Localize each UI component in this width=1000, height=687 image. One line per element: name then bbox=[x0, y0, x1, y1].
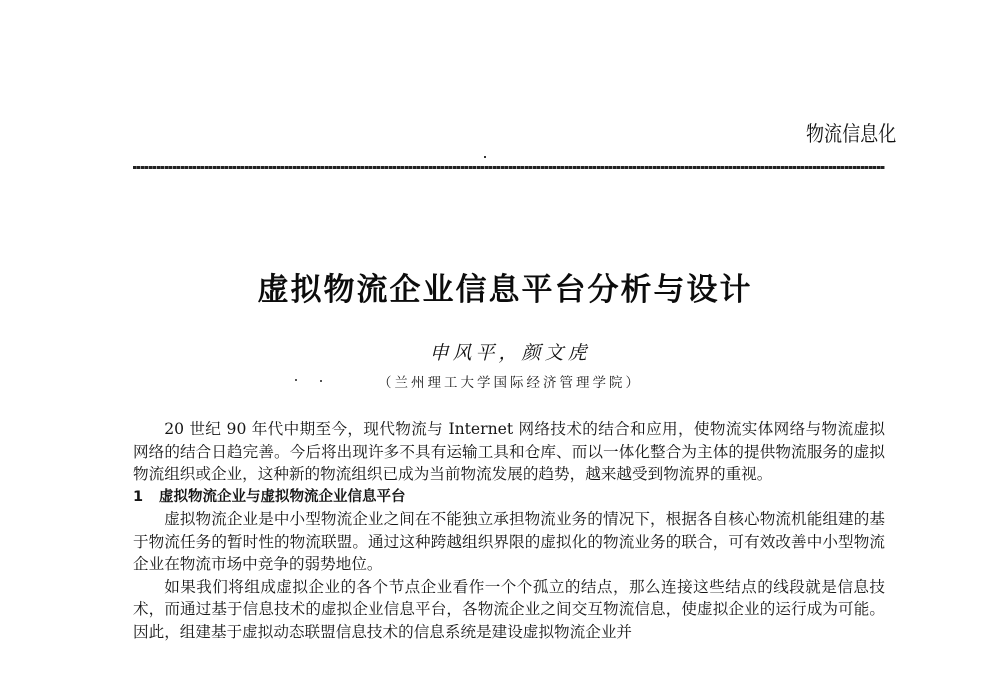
section-paragraph: 虚拟物流企业是中小型物流企业之间在不能独立承担物流业务的情况下，根据各自核心物流机能组建的基于物流任务的暂时性的物流联盟。通过这种跨越组织界限的虚拟化的物流业务的联合，可有效改善中小型物流企业在物流市场中竞争的弱势地位。 bbox=[133, 510, 885, 573]
header-dot bbox=[484, 156, 486, 158]
article-body bbox=[133, 418, 885, 643]
article-authors: 申风平，颜文虎 bbox=[429, 342, 591, 364]
article-title: 虚拟物流企业信息平台分析与设计 bbox=[257, 272, 753, 308]
article-affiliation: （兰州理工大学国际经济管理学院） bbox=[378, 375, 642, 391]
section-heading bbox=[133, 486, 885, 509]
intro-paragraph: 20 世纪 90 年代中期至今，现代物流与 Internet 网络技术的结合和应用，使物流实体网络与物流虚拟网络的结合日趋完善。今后将出现许多不具有运输工具和仓库、而以一体化整合为主体的提供物流服务的虚拟物流组织或企业，这种新的物流组织已成为当前物流发展的趋势，越来越受到物流界的重视。 bbox=[133, 420, 885, 483]
header-rule bbox=[133, 166, 885, 169]
section-title: 虚拟物流企业与虚拟物流企业信息平台 bbox=[159, 488, 406, 505]
section-paragraph: 如果我们将组成虚拟企业的各个节点企业看作一个个孤立的结点，那么连接这些结点的线段就是信息技术，而通过基于信息技术的虚拟企业信息平台，各物流企业之间交互物流信息，使虚拟企业的运行成为可能。因此，组建基于虚拟动态联盟信息技术的信息系统是建设虚拟物流企业并 bbox=[133, 577, 885, 641]
section-tag: 物流信息化 bbox=[806, 122, 897, 146]
section-number: 1 bbox=[133, 488, 144, 505]
